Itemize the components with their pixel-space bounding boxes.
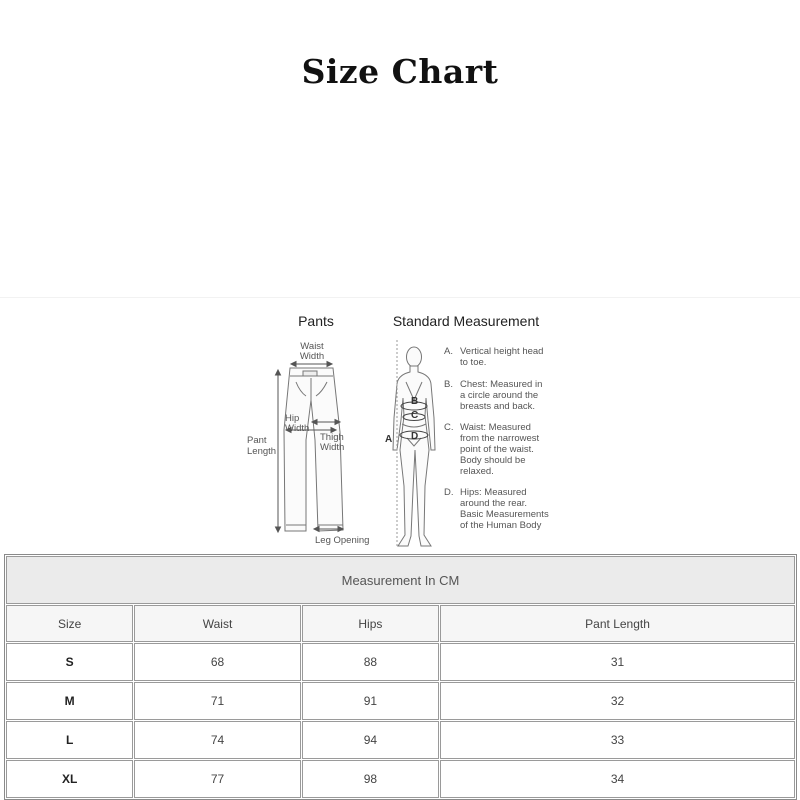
standard-measurement-heading: Standard Measurement — [392, 313, 540, 329]
note-d-line3: Basic Measurements — [460, 509, 549, 520]
waist-cell: 71 — [134, 682, 300, 720]
table-row — [6, 760, 795, 798]
hip-width-label-line2: Width — [285, 423, 310, 434]
body-letter-a: A — [385, 434, 393, 445]
size-cell: L — [6, 721, 133, 759]
note-c-line5: relaxed. — [460, 466, 494, 477]
page-title: Size Chart — [301, 52, 499, 91]
waist-cell: 68 — [134, 643, 300, 681]
hips-cell: 88 — [302, 643, 439, 681]
note-letter-d: D. — [444, 487, 454, 498]
waist-width-label-line2: Width — [299, 351, 325, 362]
note-c-line2: from the narrowest — [460, 433, 540, 444]
thigh-width-label: Thigh — [320, 432, 344, 443]
note-b-line2: a circle around the — [460, 390, 539, 401]
header-size: Size — [6, 605, 133, 642]
note-c-line4: Body should be — [460, 455, 526, 466]
pant-length-cell: 34 — [440, 760, 795, 798]
body-letter-d: D — [411, 431, 419, 442]
table-row — [6, 643, 795, 681]
table-header-row — [6, 605, 795, 642]
waist-cell: 77 — [134, 760, 300, 798]
pant-length-cell: 31 — [440, 643, 795, 681]
size-cell: XL — [6, 760, 133, 798]
note-letter-a: A. — [444, 346, 453, 357]
waist-width-label: Waist — [300, 341, 324, 352]
body-letter-b: B — [411, 396, 419, 407]
table-row — [6, 682, 795, 720]
note-d-line1: Hips: Measured — [460, 487, 527, 498]
header-pant-length: Pant Length — [440, 605, 795, 642]
measurement-illustration — [0, 300, 800, 552]
hip-width-label: Hip — [285, 413, 300, 424]
pant-length-label-line2: Length — [247, 446, 277, 457]
hips-cell: 94 — [302, 721, 439, 759]
note-a-line1: Vertical height head — [460, 346, 544, 357]
note-b-line3: breasts and back. — [460, 401, 535, 412]
waist-cell: 74 — [134, 721, 300, 759]
divider — [0, 297, 800, 298]
hips-cell: 98 — [302, 760, 439, 798]
size-cell: S — [6, 643, 133, 681]
table-row — [6, 721, 795, 759]
measurement-notes — [444, 346, 549, 531]
body-figure — [393, 347, 435, 546]
pant-length-cell: 33 — [440, 721, 795, 759]
body-letter-c: C — [411, 410, 419, 421]
note-a-line2: to toe. — [460, 357, 487, 368]
header-waist: Waist — [134, 605, 300, 642]
note-c-line3: point of the waist. — [460, 444, 534, 455]
hips-cell: 91 — [302, 682, 439, 720]
pant-length-cell: 32 — [440, 682, 795, 720]
table-caption: Measurement In CM — [6, 556, 795, 604]
measurement-figure — [0, 300, 800, 552]
header-hips: Hips — [302, 605, 439, 642]
size-table — [4, 554, 797, 800]
note-c-line1: Waist: Measured — [460, 422, 531, 433]
note-b-line1: Chest: Measured in — [460, 379, 543, 390]
pants-heading: Pants — [298, 313, 334, 329]
note-letter-c: C. — [444, 422, 454, 433]
pant-length-label: Pant — [247, 435, 267, 446]
leg-opening-label: Leg Opening — [315, 535, 370, 546]
note-letter-b: B. — [444, 379, 453, 390]
note-d-line2: around the rear. — [460, 498, 528, 509]
thigh-width-label-line2: Width — [320, 442, 345, 453]
size-cell: M — [6, 682, 133, 720]
note-d-line4: of the Human Body — [460, 520, 542, 531]
